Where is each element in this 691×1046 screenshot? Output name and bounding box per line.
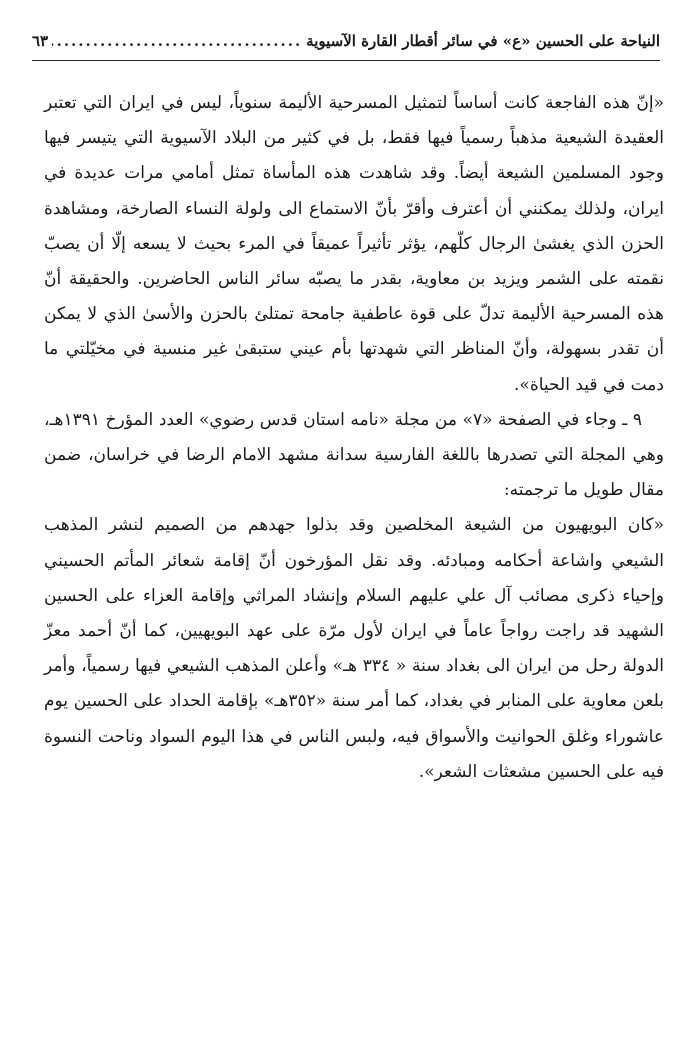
header-leader-dots <box>52 32 302 50</box>
running-header <box>32 26 660 56</box>
paragraph-item-9: ٩ ـ وجاء في الصفحة «٧» من مجلة «نامه استان قدس رضوي» العدد المؤرخ ١٣٩١هـ، وهي المجلة التي تصدرها باللغة الفارسية سدانة مشهد الامام الرضا في خراسان، ضمن مقال طويل ما ترجمته: <box>44 409 664 501</box>
paragraph-quote-2: «كان البويهيون من الشيعة المخلصين وقد بذلوا جهدهم من الصميم لنشر المذهب الشيعي واشاعة أحكامه ومبادئه. وقد نقل المؤرخون أنّ إقامة شعائر المأتم الحسيني وإحياء ذكرى مصائب آل علي عليهم السلام وإنشاد المراثي وإقامة العزاء على الحسين الشهيد قد راجت رواجاً عاماً في ايران لأول مرّة على عهد البويهيين، كما أنّ أحمد معزّ الدولة رحل من ايران الى بغداد سنة « ٣٣٤ هـ» وأعلن المذهب الشيعي فيها رسمياً، وأمر بلعن معاوية على المنابر في بغداد، كما أمر سنة «٣٥٢هـ» بإقامة الحداد على الحسين يوم عاشوراء وغلق الحوانيت والأسواق فيه، ولبس الناس في هذا اليوم السواد وناحت النسوة فيه على الحسين مشعثات الشعر». <box>44 515 665 782</box>
page-body <box>44 86 664 790</box>
header-rule <box>32 60 660 61</box>
header-title: النياحة على الحسين «ع» في سائر أقطار القارة الآسيوية <box>306 32 660 50</box>
paragraph-quote-1: «إنّ هذه الفاجعة كانت أساساً لتمثيل المسرحية الأليمة سنوياً، ليس في ايران التي تعتبر العقيدة الشيعية مذهباً رسمياً فيها فقط، بل في كثير من البلاد الآسيوية التي يتيسر فيها وجود المسلمين الشيعة أيضاً. وقد شاهدت هذه المأساة تمثل أمامي مرات عديدة في ايران، ولذلك يمكنني أن أعترف وأقرّ بأنّ الاستماع الى ولولة النساء الصارخة، ومشاهدة الحزن الذي يغشىٰ الرجال كلّهم، يؤثر تأثيراً عميقاً في المرء بحيث لا يسعه إلّا أن يصبّ نقمته على الشمر ويزيد بن معاوية، بقدر ما يصبّه سائر الناس الحاضرين. والحقيقة أنّ هذه المسرحية الأليمة تدلّ على قوة عاطفية جامحة تمتلئ بالحزن والأسىٰ الذي لا يمكن أن تقدر بسهولة، وأنّ المناظر التي شهدتها بأم عيني ستبقىٰ غير منسية في مخيّلتي ما دمت في قيد الحياة». <box>44 93 664 395</box>
page-number: ٦٣ <box>32 32 49 50</box>
